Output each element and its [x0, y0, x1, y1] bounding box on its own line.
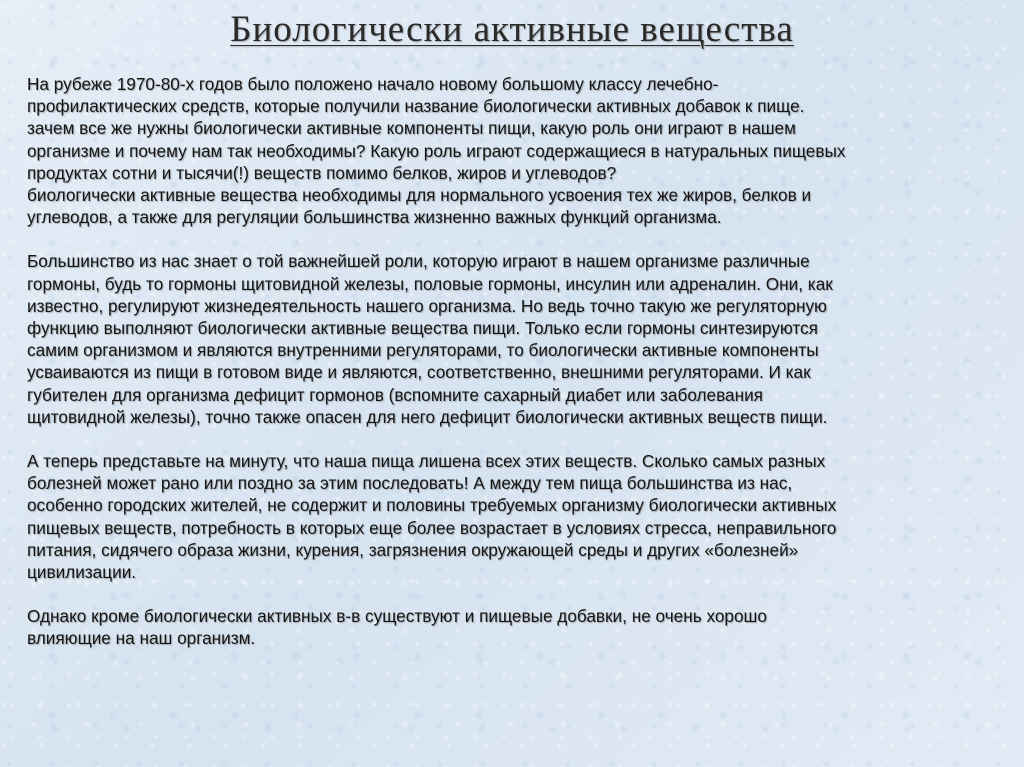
paragraph-1: На рубеже 1970-80-х годов было положено начало новому большому классу лечебно- профилактических средств, которые получили название биологически активных добавок к пище. зачем все же нужны биологически активные компоненты пищи, какую роль они играют в нашем организме и почему нам так необходимы? Какую роль играют содержащиеся в натуральных пищевых продуктах сотни и тысячи(!) веществ помимо белков, жиров и углеводов? биологически активные вещества необходимы для нормального усвоения тех же жиров, белков и углеводов, а также для регуляции большинства жизненно важных функций организма.	[27, 74, 846, 228]
paragraph-3: А теперь представьте на минуту, что наша пища лишена всех этих веществ. Сколько самых разных болезней может рано или поздно за этим последовать! А между тем пища большинства из нас, особенно городских жителей, не содержит и половины требуемых организму биологически активных пищевых веществ, потребность в которых еще более возрастает в условиях стресса, неправильного питания, сидячего образа жизни, курения, загрязнения окружающей среды и других «болезней» цивилизации.	[27, 451, 837, 583]
paragraph-2: Большинство из нас знает о той важнейшей роли, которую играют в нашем организме различные гормоны, будь то гормоны щитовидной железы, половые гормоны, инсулин или адреналин. Они, как известно, регулируют жизнедеятельность нашего организма. Но ведь точно такую же регуляторную функцию выполняют биологически активные вещества пищи. Только если гормоны синтезируются самим организмом и являются внутренними регуляторами, то биологически активные компоненты усваиваются из пищи в готовом виде и являются, соответственно, внешними регуляторами. И как губителен для организма дефицит гормонов (вспомните сахарный диабет или заболевания щитовидной железы), точно также опасен для него дефицит биологически активных веществ пищи.	[27, 251, 833, 427]
slide-body	[27, 73, 987, 650]
slide-title: Биологически активные вещества	[230, 9, 794, 50]
paragraph-4: Однако кроме биологически активных в-в существуют и пищевые добавки, не очень хорошо влияющие на наш организм.	[27, 606, 767, 649]
